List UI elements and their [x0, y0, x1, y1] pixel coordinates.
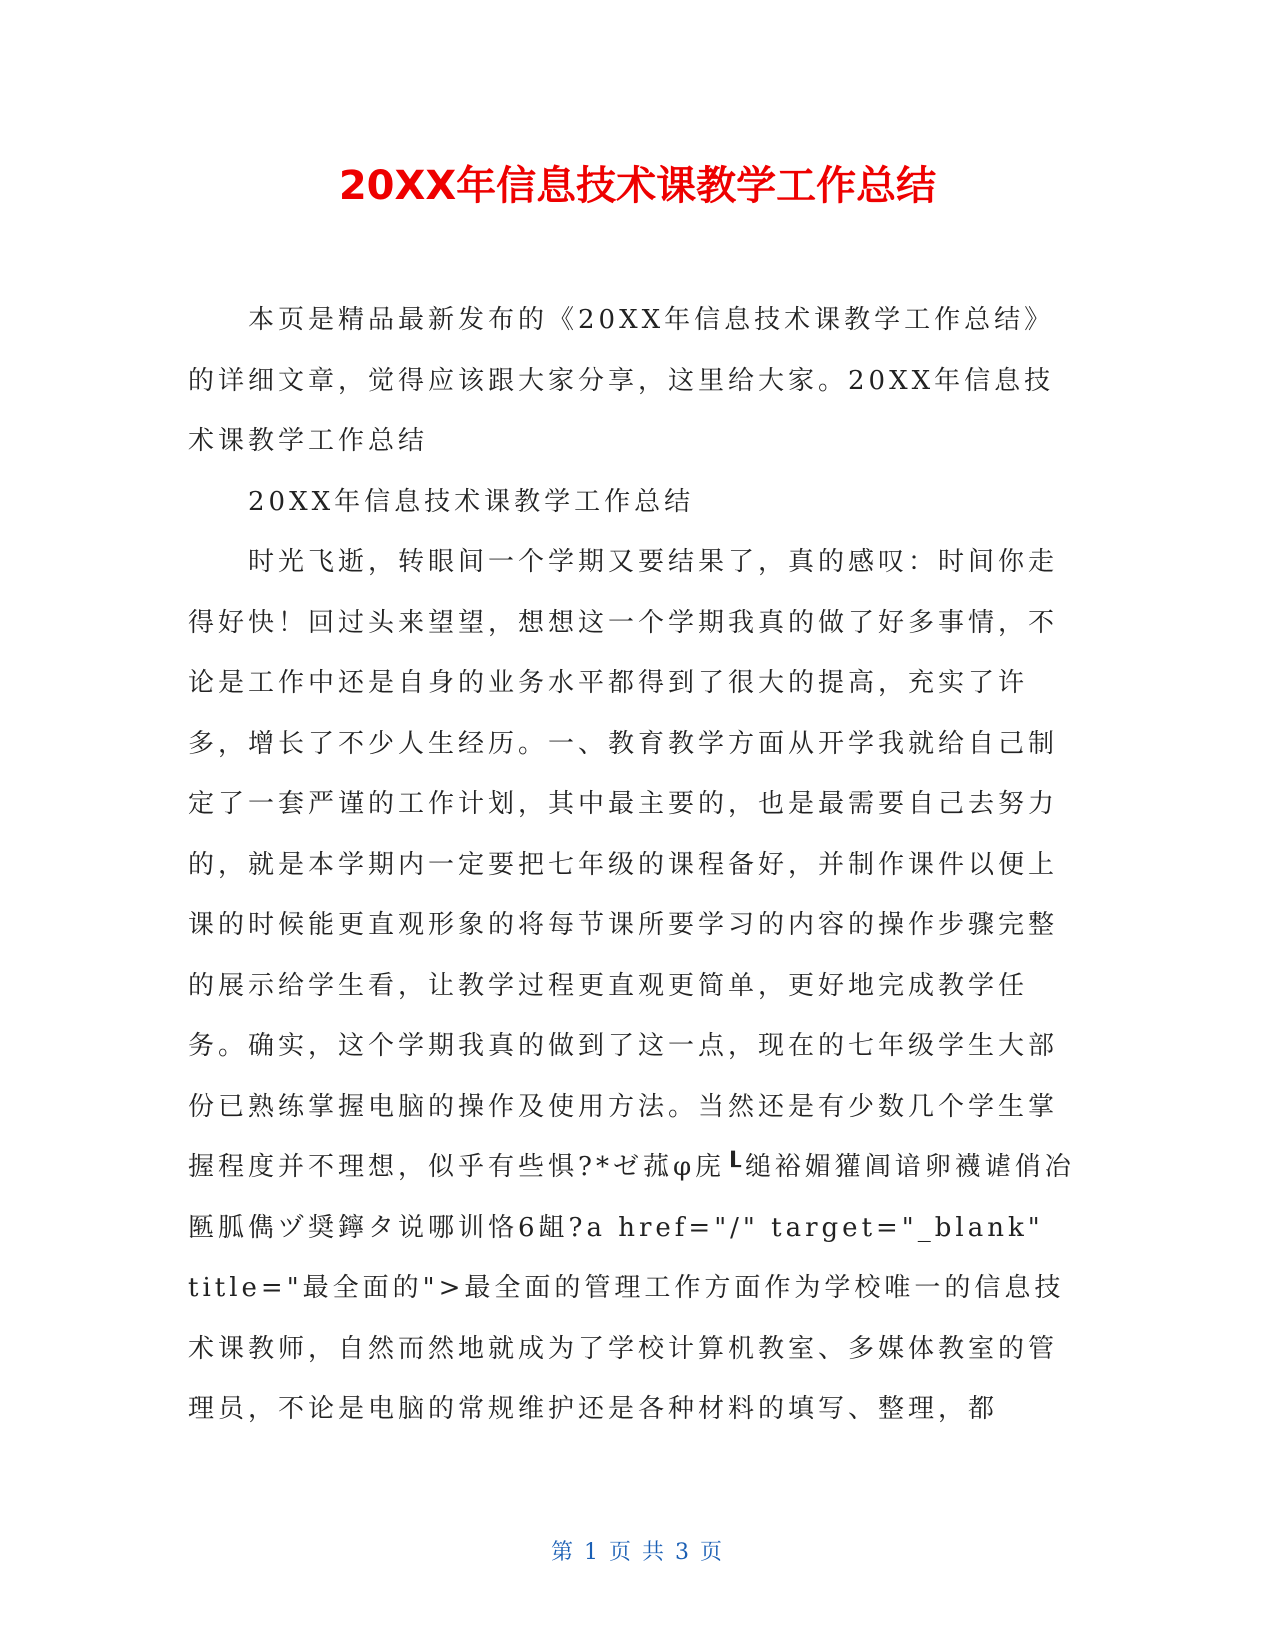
document-body — [188, 290, 1080, 1440]
paragraph-main: 时光飞逝，转眼间一个学期又要结果了，真的感叹：时间你走得好快！回过头来望望，想想这一个学期我真的做了好多事情，不论是工作中还是自身的业务水平都得到了很大的提高，充实了许多，增长了不少人生经历。一、教育教学方面从开学我就给自己制定了一套严谨的工作计划，其中最主要的，也是最需要自己去努力的，就是本学期内一定要把七年级的课程备好，并制作课件以便上课的时候能更直观形象的将每节课所要学习的内容的操作步骤完整的展示给学生看，让教学过程更直观更简单，更好地完成教学任务。确实，这个学期我真的做到了这一点，现在的七年级学生大部份已熟练掌握电脑的操作及使用方法。当然还是有少数几个学生掌握程度并不理想，似乎有些惧?*ゼ菰φ庑┖缒裕媚獾阊谙卵襪谑俏冶匦胍儁ヅ奨鑏タ说哪训恪6龃?a href="/" target="_blank" — [188, 547, 1075, 1243]
document-title: 20XX年信息技术课教学工作总结 — [338, 163, 937, 209]
page-number-footer: 第 1 页 共 3 页 — [551, 1540, 724, 1565]
paragraph-continuation: title="最全面的">最全面的管理工作方面作为学校唯一的信息技术课教师，自然而然地就成为了学校计算机教室、多媒体教室的管理员，不论是电脑的常规维护还是各种材料的填写、整理，都 — [188, 1273, 1065, 1424]
paragraph-intro: 本页是精品最新发布的《20XX年信息技术课教学工作总结》的详细文章，觉得应该跟大家分享，这里给大家。20XX年信息技术课教学工作总结 — [188, 305, 1055, 456]
paragraph-subtitle: 20XX年信息技术课教学工作总结 — [248, 486, 695, 517]
